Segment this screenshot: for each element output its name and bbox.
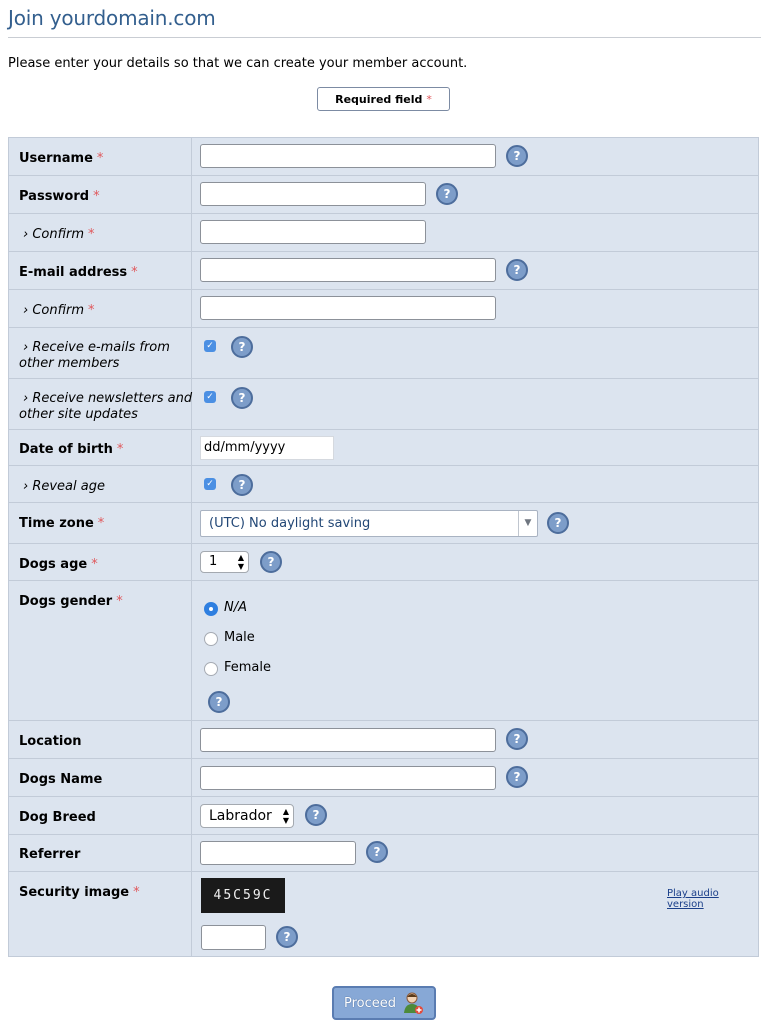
dogs-age-help-icon[interactable]: ?	[260, 551, 282, 573]
location-label: Location	[19, 734, 82, 749]
password-input[interactable]	[200, 182, 426, 206]
email-row	[9, 252, 758, 290]
play-audio-link[interactable]: Play audio version	[667, 888, 719, 910]
dogs-age-select[interactable]	[200, 551, 249, 573]
timezone-value: (UTC) No daylight saving	[209, 516, 371, 531]
timezone-help-icon[interactable]: ?	[547, 512, 569, 534]
dogs-gender-row	[9, 581, 758, 721]
required-field-label: Required field	[335, 92, 423, 106]
gender-radio-male[interactable]	[204, 632, 218, 646]
add-user-icon	[402, 991, 424, 1015]
dogs-gender-label: Dogs gender *	[19, 594, 123, 609]
gender-option-label: N/A	[224, 600, 247, 615]
dogs-age-value: 1	[209, 554, 218, 569]
password-help-icon[interactable]: ?	[436, 183, 458, 205]
security-row	[9, 872, 758, 956]
email-help-icon[interactable]: ?	[506, 259, 528, 281]
location-help-icon[interactable]: ?	[506, 728, 528, 750]
proceed-button[interactable]	[332, 986, 436, 1020]
dogs-age-label: Dogs age *	[19, 557, 98, 572]
receive-newsletters-help-icon[interactable]: ?	[231, 387, 253, 409]
username-input[interactable]	[200, 144, 496, 168]
referrer-label: Referrer	[19, 847, 81, 862]
receive-emails-label: › Receive e-mails from other members	[19, 340, 170, 371]
intro-text: Please enter your details so that we can create your member account.	[8, 56, 468, 71]
timezone-select[interactable]	[200, 510, 538, 537]
gender-radio-female[interactable]	[204, 662, 218, 676]
password-confirm-input[interactable]	[200, 220, 426, 244]
gender-radio-na[interactable]	[204, 602, 218, 616]
reveal-age-checkbox[interactable]: ✓	[204, 478, 216, 490]
password-confirm-label: › Confirm *	[23, 227, 95, 242]
captcha-help-icon[interactable]: ?	[276, 926, 298, 948]
receive-newsletters-row	[9, 379, 758, 430]
reveal-age-help-icon[interactable]: ?	[231, 474, 253, 496]
dob-row	[9, 430, 758, 466]
dogs-name-help-icon[interactable]: ?	[506, 766, 528, 788]
captcha-image: 45C59C	[201, 878, 285, 913]
location-row	[9, 721, 758, 759]
reveal-age-row	[9, 466, 758, 503]
registration-form	[8, 137, 759, 957]
receive-emails-checkbox[interactable]: ✓	[204, 340, 216, 352]
dropdown-arrow-icon: ▼	[518, 511, 537, 536]
email-input[interactable]	[200, 258, 496, 282]
timezone-label: Time zone *	[19, 516, 105, 531]
email-confirm-label: › Confirm *	[23, 303, 95, 318]
referrer-input[interactable]	[200, 841, 356, 865]
dog-breed-value: Labrador	[209, 808, 272, 824]
dog-breed-help-icon[interactable]: ?	[305, 804, 327, 826]
dogs-name-label: Dogs Name	[19, 772, 103, 787]
required-star: *	[426, 92, 432, 106]
dogs-gender-help-icon[interactable]: ?	[208, 691, 230, 713]
referrer-help-icon[interactable]: ?	[366, 841, 388, 863]
email-confirm-input[interactable]	[200, 296, 496, 320]
dob-input[interactable]: dd/mm/yyyy	[200, 436, 334, 460]
captcha-input[interactable]	[201, 925, 266, 950]
username-row	[9, 138, 758, 176]
location-input[interactable]	[200, 728, 496, 752]
required-field-legend	[317, 87, 450, 111]
password-confirm-row	[9, 214, 758, 252]
username-label: Username *	[19, 151, 104, 166]
email-confirm-row	[9, 290, 758, 328]
dogs-name-row	[9, 759, 758, 797]
receive-emails-help-icon[interactable]: ?	[231, 336, 253, 358]
dogs-age-row	[9, 544, 758, 581]
email-label: E-mail address *	[19, 265, 138, 280]
dog-breed-label: Dog Breed	[19, 810, 96, 825]
gender-option-label: Female	[224, 660, 272, 675]
dog-breed-row	[9, 797, 758, 835]
receive-newsletters-label: › Receive newsletters and other site updates	[19, 391, 193, 422]
gender-option-label: Male	[224, 630, 255, 645]
dog-breed-select[interactable]	[200, 804, 294, 828]
updown-arrows-icon: ▲ ▼	[237, 553, 244, 571]
security-label: Security image *	[19, 885, 140, 900]
title-divider	[8, 37, 761, 38]
receive-emails-row	[9, 328, 758, 379]
proceed-label: Proceed	[343, 995, 397, 1011]
referrer-row	[9, 835, 758, 872]
dogs-name-input[interactable]	[200, 766, 496, 790]
password-row	[9, 176, 758, 214]
username-help-icon[interactable]: ?	[506, 145, 528, 167]
password-label: Password *	[19, 189, 100, 204]
timezone-row	[9, 503, 758, 544]
reveal-age-label: › Reveal age	[23, 479, 105, 494]
page-title: Join yourdomain.com	[8, 6, 216, 30]
receive-newsletters-checkbox[interactable]: ✓	[204, 391, 216, 403]
updown-arrows-icon: ▲ ▼	[282, 807, 289, 825]
dob-label: Date of birth *	[19, 442, 124, 457]
